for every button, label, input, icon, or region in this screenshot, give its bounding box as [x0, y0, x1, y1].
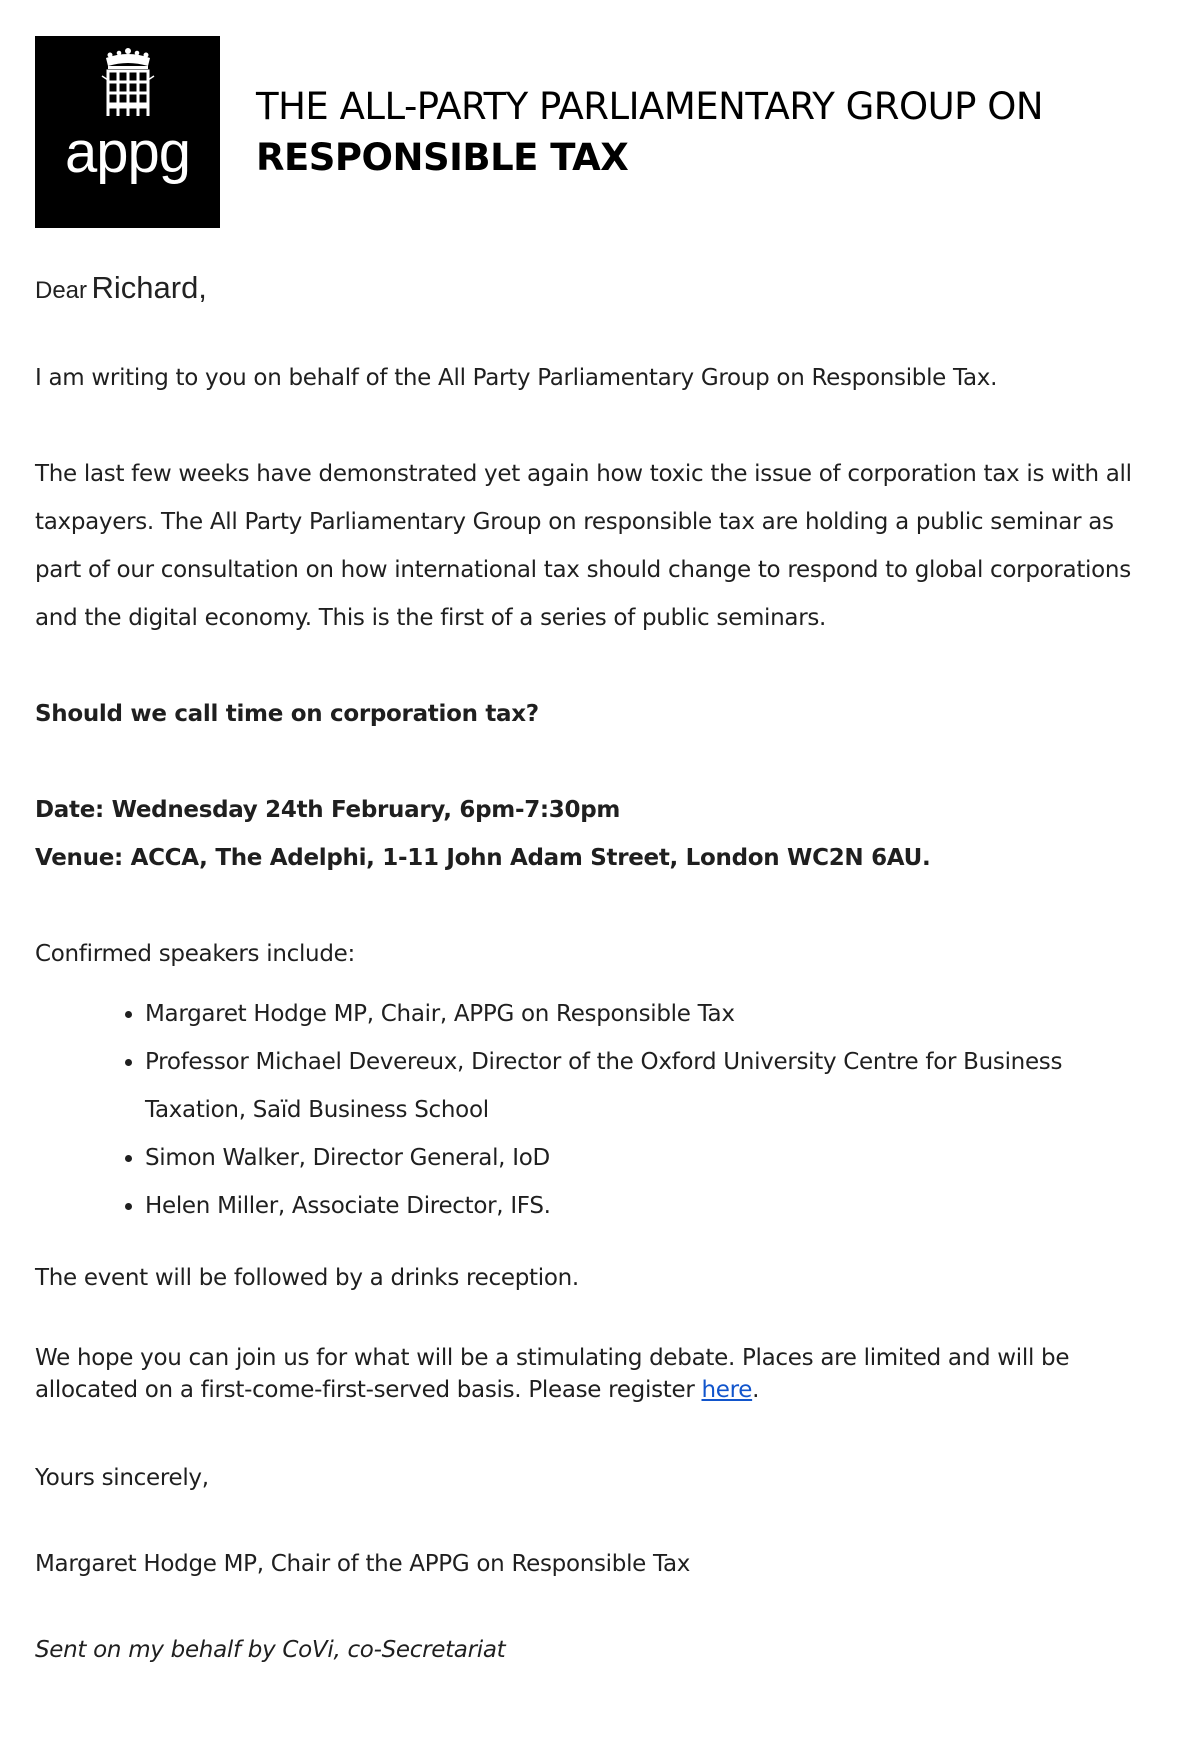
intro-paragraph: I am writing to you on behalf of the All Party Parliamentary Group on Responsible Tax.: [35, 365, 998, 391]
register-link[interactable]: here: [701, 1377, 753, 1403]
register-paragraph: [35, 1342, 1155, 1406]
reception-note: The event will be followed by a drinks reception.: [35, 1265, 579, 1291]
appg-logo: [35, 36, 220, 228]
speakers-intro: Confirmed speakers include:: [35, 941, 355, 967]
list-item: • Professor Michael Devereux, Director of the Oxford University Centre for Business Taxation, Saïd Business School: [145, 1038, 1155, 1134]
signoff: Yours sincerely,: [35, 1465, 209, 1491]
logo-text: appg: [64, 120, 191, 185]
org-title-line1: THE ALL-PARTY PARLIAMENTARY GROUP ON: [256, 84, 1044, 128]
list-item: • Helen Miller, Associate Director, IFS.: [145, 1182, 1155, 1230]
sent-by-note: Sent on my behalf by CoVi, co-Secretariat: [35, 1637, 506, 1663]
greeting-dear: Dear: [35, 277, 88, 304]
speakers-list: [35, 990, 1155, 1230]
org-title: [256, 81, 1043, 183]
register-end: .: [752, 1377, 760, 1403]
list-item: • Margaret Hodge MP, Chair, APPG on Responsible Tax: [145, 990, 1155, 1038]
letter: [35, 36, 1155, 1674]
register-text: We hope you can join us for what will be a stimulating debate. Places are limited and will be allocated on a first-come-first-served basis. Please register: [35, 1345, 1070, 1403]
event-venue: Venue: ACCA, The Adelphi, 1-11 John Adam Street, London WC2N 6AU.: [35, 845, 931, 871]
context-paragraph: The last few weeks have demonstrated yet again how toxic the issue of corporation tax is with all taxpayers. The All Party Parliamentary Group on responsible tax are holding a public seminar as part of our consultation on how international tax should change to respond to global corporations and the digital economy. This is the first of a series of public seminars.: [35, 461, 1132, 631]
event-date: Date: Wednesday 24th February, 6pm-7:30pm: [35, 797, 621, 823]
greeting: [35, 270, 1155, 306]
letter-header: [35, 36, 1155, 228]
event-title: Should we call time on corporation tax?: [35, 701, 539, 727]
list-item: • Simon Walker, Director General, IoD: [145, 1134, 1155, 1182]
portcullis-icon: [96, 46, 160, 122]
greeting-name: Richard,: [91, 270, 207, 305]
org-title-line2: RESPONSIBLE TAX: [256, 136, 629, 179]
signature: Margaret Hodge MP, Chair of the APPG on Responsible Tax: [35, 1551, 691, 1577]
